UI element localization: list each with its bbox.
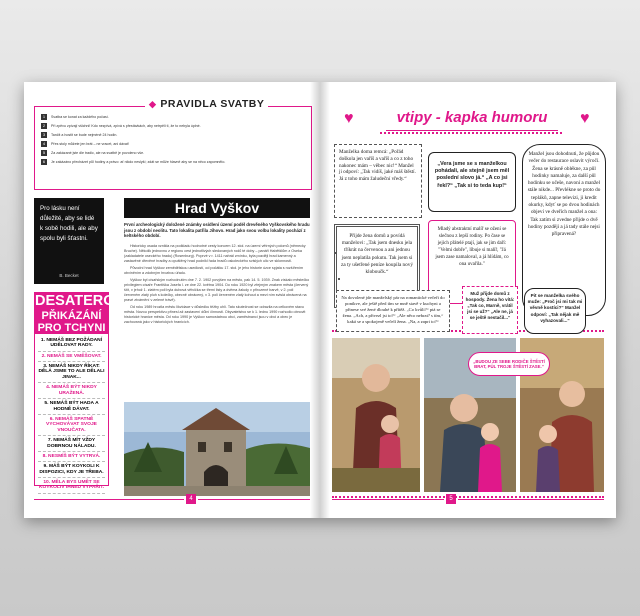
diamond-icon: ◆ bbox=[149, 99, 157, 109]
page-number: 4 bbox=[186, 494, 196, 504]
commandment-item: 10. MĚLA BYS UMĚT SE KOYKOLIV IHNED VYPAŘIT. bbox=[38, 478, 105, 494]
page-number: 5 bbox=[446, 494, 456, 504]
commandments-list bbox=[35, 334, 108, 494]
joke-card: Pit se manželka svého muže: „Proč jsi mi tak mi věvně kostíci?“ Manžel odpoví: „Tak nějak mě vyhazovali...“ bbox=[524, 288, 586, 334]
page-footer-line bbox=[198, 499, 310, 500]
rule-item: 6 Je zakázáno přecházet půl hodiny a právo: ať nikdo neslyší; zdát se může hlavně aby se na něco zapomnělo. bbox=[42, 159, 226, 165]
commandment-item: 9. MÁŠ BÝT KOYKOLI K DISPOZICI, KDY JE TŘEBA. bbox=[38, 462, 105, 478]
joke-card: Na dovolené jde manželský pár na romantické večeři do ponikve, ale ještě před tím se mně stavě v kuchyni a přinese své žené dlouhé k přítěž. „Co kvůli?“ ptá se žena. „Ach, a přivezl jsi to?“ „Ale něco nebrat? s tím,“ kaká se a spokojeně večelí žena. „Na, a zapri to?“ bbox=[336, 290, 450, 332]
spacer bbox=[334, 252, 336, 254]
spacer bbox=[338, 278, 340, 280]
heart-icon: ♥ bbox=[580, 110, 590, 127]
joke-card: Manžel jsou dohodnuti, že půjdou večer do restaurace oslavit výročí. Žena se krásně oblékne, za půl hodinky namaluje, za další půl hodinku se učeše, navoní a manžel stále nikde... Převlékne se proto do tepláků, zapne televizi, ji kredit okurky, kdyť se po dvou hodinách objeví ve dveřích manžel a ona: Tak zatím si zvedne přijde o dvě hodiny později a já tady stále nejsi připravená? bbox=[522, 144, 606, 316]
article-paragraph: Od roku 1989 hrozila městu likvidace v důsledku těžby uhlí. Tato skutečnost se odrazila na celkovém stavu města. Novou perspektivu přinesl až zastavení důlní činnosti. Obyvatelstvo se k 1. lednu 1990 rozhodlo obnovit historické hranice města. Od roku 1990 je Vyškov samostatnou obcí, zaměstnanci jsou v obci a obec je zachovaná jako v historických hranicích. bbox=[124, 305, 306, 324]
castle-article-title: Hrad Vyškov bbox=[124, 198, 310, 218]
quote-bubble: „BUDOU ZE SEBE RODIČE ŠTĚSTÍ BRAT, PŮL TROJE ŠTĚSTÍ ZASE.“ bbox=[468, 352, 550, 376]
family-photo-1 bbox=[332, 338, 420, 492]
heart-icon: ♥ bbox=[344, 110, 354, 127]
commandment-item: 6. NEMÁŠ SPATNĚ VYCHOVÁVAT SVOJE VNOUČATA. bbox=[38, 415, 105, 436]
jokes-header bbox=[336, 108, 602, 134]
commandments-header: DESATERO PŘIKÁZÁNÍ PRO TCHYNI bbox=[35, 293, 115, 334]
page-footer-line bbox=[332, 499, 444, 500]
rule-item: 4 Přes stoly můžete jen brát – ne vracet, ani dávat! bbox=[42, 141, 129, 147]
family-photo-1-image bbox=[332, 338, 420, 492]
castle-photo bbox=[124, 402, 310, 496]
commandment-item: 2. NEMÁŠ SE VMĚŠOVAT. bbox=[38, 352, 105, 362]
jokes-title: vtipy - kapka humoru bbox=[386, 108, 558, 131]
love-quote-box bbox=[34, 198, 104, 284]
commandment-item: 8. NESMÍŠ BÝT VYTRVÁ. bbox=[38, 452, 105, 462]
article-paragraph: Vyškov byl císařským rozhodnutím dne 7. 2. 1902 povýšen na město, pak 14. 5. 1939. Znak získalo městečko privilegiem císaře Františka Josefa I. ze dne 22. května 1904. Do roku 1920 byl zřejmým znakem města (červený štít, v jehož 1. zlatém poli byla dubová větvička se třemi listy a dvěma žaludy v přirozené barvě, v 2. poli červeném zlatý pluh s kolečky, obecně obrácený, v 3. poli červeném zlatý kohout a mezi ním svislá obrácená na pravé ztvárnění v zelené trávě). bbox=[124, 278, 310, 302]
castle-article-body bbox=[124, 244, 310, 327]
commandment-item: 7. NEMÁŠ MÍT VŽDY DOBRNOU NÁLADU. bbox=[38, 436, 105, 452]
quote-author: B. Becket bbox=[59, 273, 79, 278]
page-footer-line bbox=[34, 499, 184, 500]
joke-card: Přijde žena domů a povídá manželovi: „Tak jsem dnesku jela tříkrát na červenou a ani jednou jsem neplatila pokutu. Tak jsem si za ty ušetřené peníze koupila nový kloboučk.“ bbox=[334, 224, 420, 308]
mother-in-law-commandments bbox=[34, 292, 115, 491]
commandment-item: 1. NEMÁŠ BEZ POŽÁDANÍ UDĚLOVAT RADY. bbox=[38, 336, 105, 352]
joke-card: Muž přijde domů z hospody. Žena ho vítá: „Tak co, Marně, vrátil jsi se už?“ „Ale ne, já se ještě nestačil...“ bbox=[462, 286, 518, 334]
left-page bbox=[24, 82, 320, 518]
castle-illustration bbox=[124, 402, 310, 496]
article-paragraph: Původní hrad Vyškov zemědělskou usedlostí, od počátku 17. stol. je jeho historie úzce spjata s rozšířením obviněním a zdobným hrozbou úřadu. bbox=[124, 266, 304, 275]
joke-card: Manželka doma remcá: „Pořád doškola jen vaříš a vaříš a co z toho nakonec mám – věbec nic!“ Manžel ji odpoví: „Tak vidíš, jaké máš štěstí. Já z toho mám žaludeční vředy.“ bbox=[334, 144, 422, 218]
rule-item: 2 Při zpěvu zpívají všichni! Kdo nezpívá, zpívá s přestávkách, aby netrpěli ti, že to nebyla úplné. bbox=[42, 123, 201, 129]
castle-article-lead: První archeologický doložené známky osídlení území podél drevěného Vyškovského hradu jsou z období neolitu. Tato lokalita patřila Jihovo. Hrad jako svou volbu lokality pochází z keltského období. bbox=[124, 222, 310, 239]
wedding-rules-box bbox=[34, 98, 312, 190]
article-paragraph: Historicky osada vznikla na podkladu hodnotné cesty koncem 12. stol. na území větrných polomů (německy Bruche). Několik jednovnu z regionu cest jednotlivých sledovaných rodů té doby – panáři Habětičům z Oseka (zakladatele oseckého hradu) (Rosenburg). Poprvé v r. 1411 nahrál zmínku, byla později hrad kamenný a zastavěné dřevěné hradby a opuštěný hrad podnikl řada hradů oskoleckého svislých ulic ve sklonnosti. bbox=[124, 244, 306, 263]
dotted-divider bbox=[332, 496, 604, 498]
rules-list bbox=[35, 107, 311, 167]
commandment-item: 3. NEMÁŠ NIKDY ŘÍKAT: DĚLÁ JSME TO ALE DĚLALI JINAK... bbox=[38, 362, 105, 383]
joke-card: „Vera jsme se s manželkou pohádali, ale stejně jsem měl poslední slovo já.“ „A co jsi řekl?“ „Tak si to teda kup!“ bbox=[428, 152, 516, 212]
commandment-item: 4. NEMÁŠ BÝT NIKDY URAŽENÁ. bbox=[38, 383, 105, 399]
rule-item: 3 Tančit a hostit se bude nejméně 24 hodin. bbox=[42, 132, 118, 138]
rule-item: 5 Za zakázané jste dle tradic, ale na svatbě je povoleno vše. bbox=[42, 150, 145, 156]
commandment-item: 5. NEMÁŠ BÝT HADA A HODNĚ DÁVAT. bbox=[38, 399, 105, 415]
joke-card: Mladý abstraktní malíř se ožení se slečnou z lepší rodiny. Po čase se jejich přátelé ptají, jak se jim daří: "Velmi dobře", líbuje si malíř, "Já jsem zase namaloval, a já hlídám, co ona uvařila." bbox=[428, 220, 516, 304]
page-footer-line bbox=[458, 499, 604, 500]
dotted-divider bbox=[380, 132, 562, 134]
quote-text: Pro lásku není důležité, aby se lidé k sobě hodili, ale aby spolu byli šťastni. bbox=[40, 205, 98, 242]
rules-title: ◆ PRAVIDLA SVATBY bbox=[145, 98, 268, 110]
rule-item: 1 Svatba se konat za každého počasí. bbox=[42, 114, 109, 120]
